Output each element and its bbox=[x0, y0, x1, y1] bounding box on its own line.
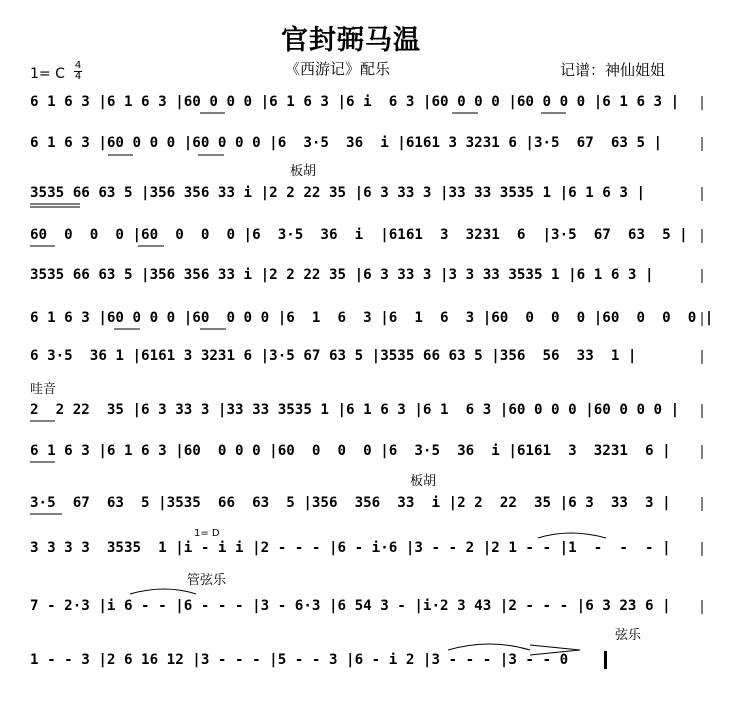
staff-line-5: 3535 66 63 5 |356 356 33 i |2 2 22 35 |6 3 33 3 |3 3 33 3535 1 |6 1 6 3 | bbox=[30, 267, 654, 283]
staff-line-13: 1 - - 3 |2 6 16 12 |3 - - - |5 - - 3 |6 - i 2 |3 - - - |3 - - 0 bbox=[30, 652, 577, 668]
staff-line-12: 7 - 2·3 |i 6 - - |6 - - - |3 - 6·3 |6 54 3 - |i·2 3 43 |2 - - - |6 3 23 6 | bbox=[30, 598, 671, 614]
staff-line-10: 3·5 67 63 5 |3535 66 63 5 |356 356 33 i |2 2 22 35 |6 3 33 3 | bbox=[30, 495, 671, 511]
annotation-banhu-1: 板胡 bbox=[290, 164, 317, 179]
tie-arc bbox=[130, 589, 196, 594]
annotation-xianyue: 弦乐 bbox=[615, 628, 642, 643]
time-signature-bottom: 4 bbox=[74, 71, 82, 82]
final-barline bbox=[604, 651, 607, 669]
staff-line-9: 6 1 6 3 |6 1 6 3 |60 0 0 0 |60 0 0 0 |6 3·5 36 i |6161 3 3231 6 | bbox=[30, 443, 671, 459]
annotation-wayin: 哇音 bbox=[30, 382, 57, 397]
annotation-banhu-2: 板胡 bbox=[410, 474, 437, 489]
tie-arc bbox=[538, 533, 606, 538]
staff-line-6: 6 1 6 3 |60 0 0 0 |60 0 0 0 |6 1 6 3 |6 1 6 3 |60 0 0 0 |60 0 0 0 | bbox=[30, 310, 714, 326]
staff-line-7: 6 3·5 36 1 |6161 3 3231 6 |3·5 67 63 5 |3535 66 63 5 |356 56 33 1 | bbox=[30, 348, 637, 364]
annotation-key-change: 1= D bbox=[194, 528, 220, 539]
staff-line-1: 6 1 6 3 |6 1 6 3 |60 0 0 0 |6 1 6 3 |6 i 6 3 |60 0 0 0 |60 0 0 0 |6 1 6 3 | bbox=[30, 94, 680, 110]
annotation-guanxian: 管弦乐 bbox=[187, 573, 227, 588]
beam-underlines bbox=[30, 113, 566, 514]
staff-line-4: 60 0 0 0 |60 0 0 0 |6 3·5 36 i |6161 3 3231 6 |3·5 67 63 5 | bbox=[30, 227, 688, 243]
tie-arc bbox=[448, 644, 530, 650]
key-signature: 1= C bbox=[30, 66, 65, 82]
staff-line-3: 3535 66 63 5 |356 356 33 i |2 2 22 35 |6 3 33 3 |33 33 3535 1 |6 1 6 3 | bbox=[30, 185, 645, 201]
staff-line-8: 2 2 22 35 |6 3 33 3 |33 33 3535 1 |6 1 6 3 |6 1 6 3 |60 0 0 0 |60 0 0 0 | bbox=[30, 402, 680, 418]
transcriber-credit: 记谱：神仙姐姐 bbox=[560, 61, 666, 79]
subtitle: 《西游记》配乐 bbox=[285, 60, 391, 78]
staff-line-11: 3 3 3 3 3535 1 |i - i i |2 - - - |6 - i·6 |3 - - 2 |2 1 - - |1 - - - | bbox=[30, 540, 671, 556]
staff-line-2: 6 1 6 3 |60 0 0 0 |60 0 0 0 |6 3·5 36 i |6161 3 3231 6 |3·5 67 63 5 | bbox=[30, 135, 663, 151]
decrescendo-mark bbox=[530, 645, 580, 655]
time-signature-top: 4 bbox=[74, 60, 82, 71]
page-title: 官封弼马温 bbox=[281, 25, 421, 56]
